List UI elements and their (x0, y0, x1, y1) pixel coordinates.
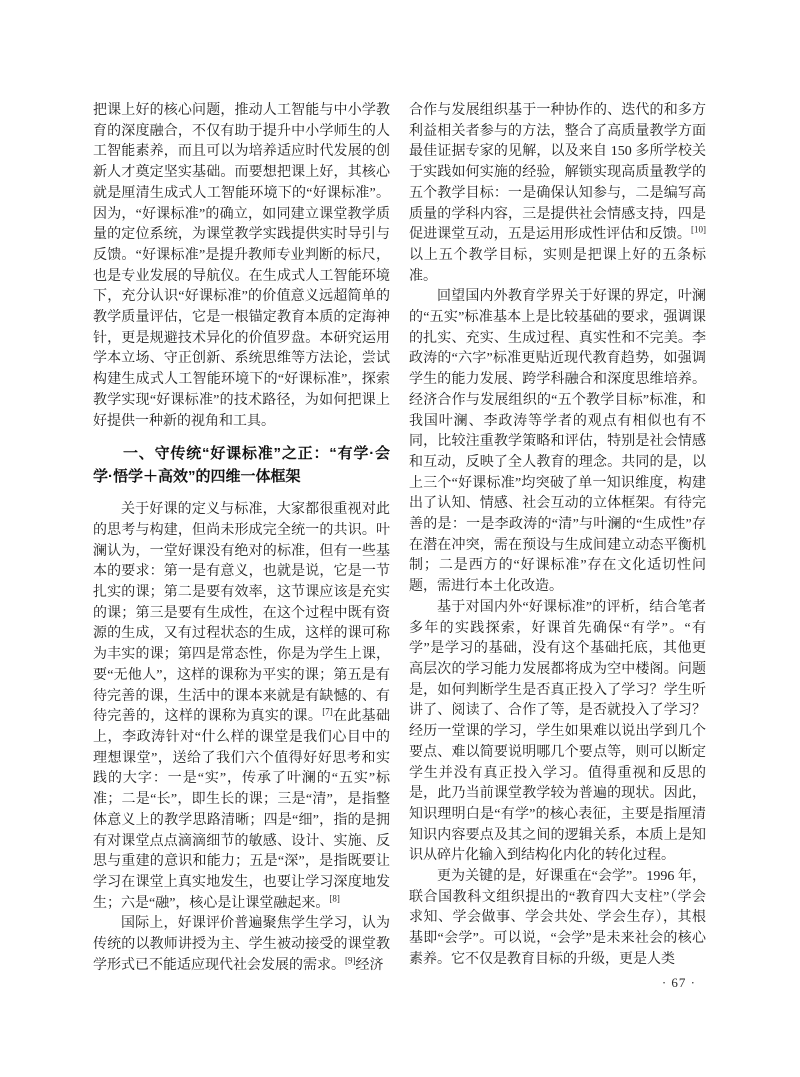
text-run: 把课上好的核心问题，推动人工智能与中小学教育的深度融合，不仅有助于提升中小学师生的人工智能素养，而且可以为培养适应时代发展的创新人才奠定坚实基础。而要想把课上好，其核心就是厘清生成式人工智能环境下的“好课标准”。因为，“好课标准”的确立，如同建立课堂教学质量的定位系统，为课堂教学实践提供实时导引与反馈。“好课标准”是提升教师专业判断的标尺，也是专业发展的导航仪。在生成式人工智能环境下，充分认识“好课标准”的价值意义远超简单的教学质量评估，它是一根锚定教育本质的定海神针，更是规避技术异化的价值罗盘。本研究运用学本立场、守正创新、系统思维等方法论，尝试构建生成式人工智能环境下的“好课标准”，探索教学实现“好课标准”的技术路径，为如何把课上好提供一种新的视角和工具。 (93, 103, 390, 429)
text-run: 以上五个教学目标，实则是把课上好的五条标准。 (409, 247, 706, 284)
text-run: 更为关键的是，好课重在“会学”。1996 年，联合国教科文组织提出的“教育四大支柱”（学会求知、学会做事、学会共处、学会生存），其根基即“会学”。可以说，“会学”是未来社会的核心素养。它不仅是教育目标的升级，更是人类 (409, 869, 706, 967)
paragraph (409, 867, 706, 971)
paragraph (93, 500, 390, 914)
page-number: · 67 · (661, 975, 696, 990)
text-run: 回望国内外教育学界关于好课的界定，叶澜的“五实”标准基本上是比较基础的要求，强调课的扎实、充实、生成过程、真实性和不完美。李政涛的“六字”标准更贴近现代教育趋势，如强调学生的能力发展、跨学科融合和深度思维培养。经济合作与发展组织的“五个教学目标”标准，和我国叶澜、李政涛等学者的观点有相似也有不同，比较注重教学策略和评估，特别是社会情感和互动，反映了全人教育的理念。共同的是，以上三个“好课标准”均突破了单一知识维度，构建出了认知、情感、社会互动的立体框架。有待完善的是：一是李政涛的“清”与叶澜的“生成性”存在潜在冲突，需在预设与生成间建立动态平衡机制；二是西方的“好课标准”存在文化适切性问题，需进行本土化改造。 (409, 289, 706, 595)
footnote-ref: [9] (345, 955, 356, 966)
column-right (409, 101, 706, 976)
paragraph (409, 287, 706, 598)
text-run: 国际上，好课评价普遍聚焦学生学习，认为传统的以教师讲授为主、学生被动接受的课堂教学形式已不能适应现代社会发展的需求。 (93, 916, 390, 973)
page-body (93, 101, 706, 976)
text-run: 经济 (355, 957, 384, 973)
paragraph (93, 101, 390, 432)
text-run: 合作与发展组织基于一种协作的、迭代的和多方利益相关者参与的方法，整合了高质量教学方面最佳证据专家的见解，以及来自 150 多所学校关于实践如何实施的经验，解锁实现高质量教学的五个教学目标：一是确保认知参与，二是编写高质量的学科内容，三是提供社会情感支持，四是促进课堂互动，五是运用形成性评估和反馈。 (409, 103, 706, 243)
footnote-ref: [7] (322, 706, 333, 717)
text-run: 基于对国内外“好课标准”的评析，结合笔者多年的实践探索，好课首先确保“有学”。“有学”是学习的基础，没有这个基础托底，其他更高层次的学习能力发展都将成为空中楼阁。问题是，如何判断学生是否真正投入了学习？学生听讲了、阅读了、合作了等，是否就投入了学习？经历一堂课的学习，学生如果难以说出学到几个要点、难以简要说明哪几个要点等，则可以断定学生并没有真正投入学习。值得重视和反思的是，此乃当前课堂教学较为普遍的现状。因此，知识理明白是“有学”的核心表征，主要是指厘清知识内容要点及其之间的逻辑关系，本质上是知识从碎片化输入到结构化内化的转化过程。 (409, 599, 706, 864)
text-run: 一、守传统“好课标准”之正：“有学·会学·悟学＋高效”的四维一体框架 (93, 445, 390, 485)
section-heading (93, 443, 390, 488)
paragraph (409, 598, 706, 867)
footnote-ref: [10] (691, 224, 706, 235)
text-run: 在此基础上，李政涛针对“什么样的课堂是我们心目中的理想课堂”，送给了我们六个值得好好思考和实践的大字：一是“实”，传承了叶澜的“五实”标准；二是“长”，即生长的课；三是“清”，是指整体意义上的教学思路清晰；四是“细”，指的是拥有对课堂点点滴滴细节的敏感、设计、实施、反思与重建的意识和能力；五是“深”，是指既要让学习在课堂上真实地发生，也要让学习深度地发生；六是“融”，核心是让课堂融起来。 (93, 709, 391, 911)
text-run: 关于好课的定义与标准，大家都很重视对此的思考与构建，但尚未形成完全统一的共识。叶澜认为，一堂好课没有绝对的标准，但有一些基本的要求：第一是有意义，也就是说，它是一节扎实的课；第二是要有效率，这节课应该是充实的课；第三是要有生成性，在这个过程中既有资源的生成，又有过程状态的生成，这样的课可称为丰实的课；第四是常态性，你是为学生上课，要“无他人”，这样的课称为平实的课；第五是有待完善的课，生活中的课本来就是有缺憾的、有待完善的，这样的课称为真实的课。 (93, 502, 390, 725)
paragraph (409, 101, 706, 287)
footnote-ref: [8] (329, 892, 340, 903)
paragraph (93, 914, 390, 976)
column-left (93, 101, 390, 976)
